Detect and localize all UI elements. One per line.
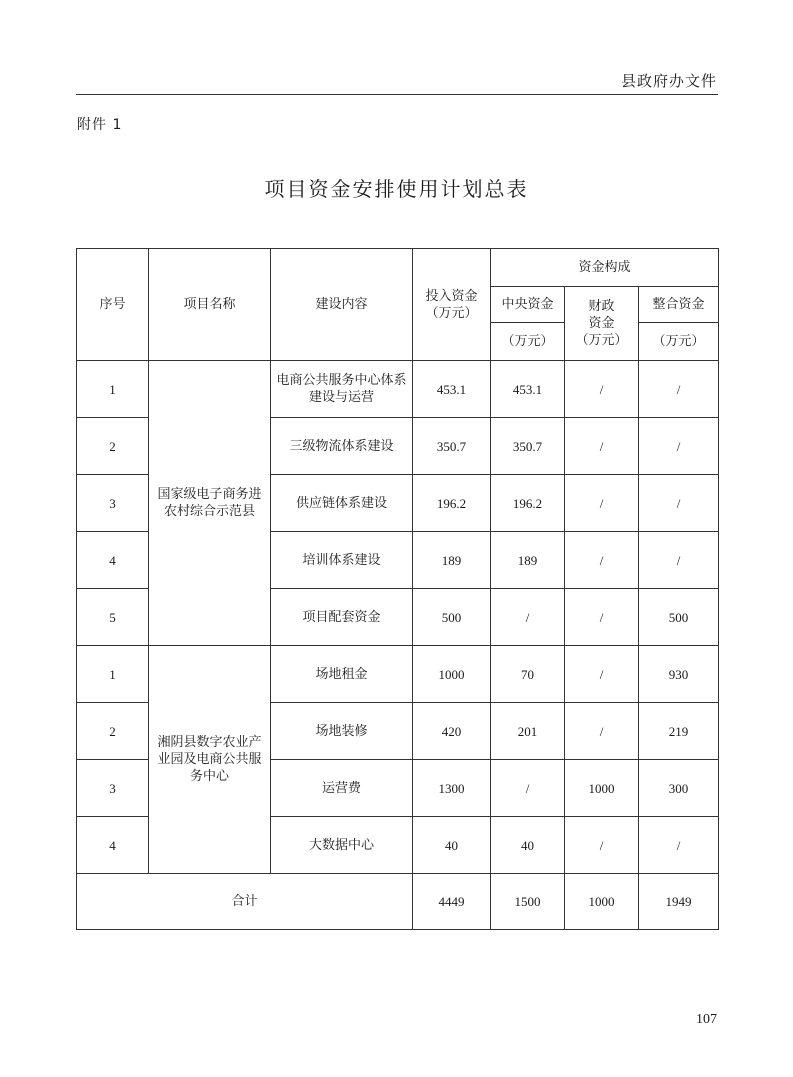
cell-integrated: 500 bbox=[639, 589, 719, 646]
cell-fiscal: / bbox=[565, 475, 639, 532]
total-integrated: 1949 bbox=[639, 874, 719, 930]
fiscal-header-line2: 资金 bbox=[588, 316, 615, 331]
total-invest: 4449 bbox=[413, 874, 491, 930]
cell-seq: 1 bbox=[77, 361, 149, 418]
col-header-funding: 资金构成 bbox=[491, 249, 719, 287]
cell-fiscal: / bbox=[565, 589, 639, 646]
cell-invest: 40 bbox=[413, 817, 491, 874]
cell-central: / bbox=[491, 760, 565, 817]
cell-seq: 4 bbox=[77, 532, 149, 589]
central-unit: （万元） bbox=[491, 323, 565, 361]
cell-invest: 1000 bbox=[413, 646, 491, 703]
cell-central: 201 bbox=[491, 703, 565, 760]
total-label: 合计 bbox=[77, 874, 413, 930]
cell-seq: 1 bbox=[77, 646, 149, 703]
integrated-unit: （万元） bbox=[639, 323, 719, 361]
fiscal-header-unit: （万元） bbox=[575, 333, 628, 348]
funding-plan-table bbox=[76, 248, 719, 930]
cell-invest: 1300 bbox=[413, 760, 491, 817]
cell-invest: 420 bbox=[413, 703, 491, 760]
cell-content: 项目配套资金 bbox=[271, 589, 413, 646]
cell-integrated: / bbox=[639, 817, 719, 874]
cell-integrated: / bbox=[639, 475, 719, 532]
cell-integrated: / bbox=[639, 532, 719, 589]
cell-central: / bbox=[491, 589, 565, 646]
cell-fiscal: / bbox=[565, 418, 639, 475]
header-row bbox=[77, 249, 719, 287]
cell-integrated: / bbox=[639, 418, 719, 475]
cell-invest: 196.2 bbox=[413, 475, 491, 532]
table-row bbox=[77, 646, 719, 703]
fiscal-header-line1: 财政 bbox=[588, 299, 615, 314]
attachment-label: 附件 1 bbox=[77, 117, 123, 133]
col-header-seq: 序号 bbox=[77, 249, 149, 361]
table-row bbox=[77, 361, 719, 418]
cell-integrated: / bbox=[639, 361, 719, 418]
cell-content: 电商公共服务中心体系建设与运营 bbox=[271, 361, 413, 418]
cell-invest: 500 bbox=[413, 589, 491, 646]
cell-content: 场地装修 bbox=[271, 703, 413, 760]
cell-content: 运营费 bbox=[271, 760, 413, 817]
cell-fiscal: / bbox=[565, 703, 639, 760]
total-fiscal: 1000 bbox=[565, 874, 639, 930]
col-header-content: 建设内容 bbox=[271, 249, 413, 361]
cell-central: 453.1 bbox=[491, 361, 565, 418]
col-header-project-name: 项目名称 bbox=[149, 249, 271, 361]
cell-central: 196.2 bbox=[491, 475, 565, 532]
cell-integrated: 930 bbox=[639, 646, 719, 703]
col-header-central: 中央资金 bbox=[491, 287, 565, 323]
cell-central: 350.7 bbox=[491, 418, 565, 475]
cell-project-name: 湘阴县数字农业产业园及电商公共服务中心 bbox=[149, 646, 271, 874]
cell-fiscal: / bbox=[565, 532, 639, 589]
cell-seq: 4 bbox=[77, 817, 149, 874]
cell-project-name: 国家级电子商务进农村综合示范县 bbox=[149, 361, 271, 646]
cell-integrated: 219 bbox=[639, 703, 719, 760]
cell-seq: 3 bbox=[77, 475, 149, 532]
cell-fiscal: / bbox=[565, 817, 639, 874]
cell-seq: 5 bbox=[77, 589, 149, 646]
cell-fiscal: / bbox=[565, 646, 639, 703]
invest-header-line1: 投入资金 bbox=[425, 288, 478, 304]
cell-content: 大数据中心 bbox=[271, 817, 413, 874]
total-central: 1500 bbox=[491, 874, 565, 930]
cell-seq: 2 bbox=[77, 418, 149, 475]
cell-content: 三级物流体系建设 bbox=[271, 418, 413, 475]
cell-invest: 189 bbox=[413, 532, 491, 589]
header-divider bbox=[76, 94, 718, 95]
document-header-title: 县政府办文件 bbox=[620, 72, 717, 90]
cell-fiscal: 1000 bbox=[565, 760, 639, 817]
cell-seq: 2 bbox=[77, 703, 149, 760]
cell-invest: 453.1 bbox=[413, 361, 491, 418]
page-number: 107 bbox=[696, 1012, 717, 1027]
cell-content: 供应链体系建设 bbox=[271, 475, 413, 532]
col-header-fiscal bbox=[565, 287, 639, 361]
cell-invest: 350.7 bbox=[413, 418, 491, 475]
cell-fiscal: / bbox=[565, 361, 639, 418]
invest-header-line2: （万元） bbox=[425, 305, 478, 321]
cell-seq: 3 bbox=[77, 760, 149, 817]
cell-integrated: 300 bbox=[639, 760, 719, 817]
cell-content: 场地租金 bbox=[271, 646, 413, 703]
table-title: 项目资金安排使用计划总表 bbox=[264, 177, 529, 201]
cell-content: 培训体系建设 bbox=[271, 532, 413, 589]
col-header-integrated: 整合资金 bbox=[639, 287, 719, 323]
total-row bbox=[77, 874, 719, 930]
cell-central: 70 bbox=[491, 646, 565, 703]
cell-central: 189 bbox=[491, 532, 565, 589]
cell-central: 40 bbox=[491, 817, 565, 874]
col-header-invest bbox=[413, 249, 491, 361]
